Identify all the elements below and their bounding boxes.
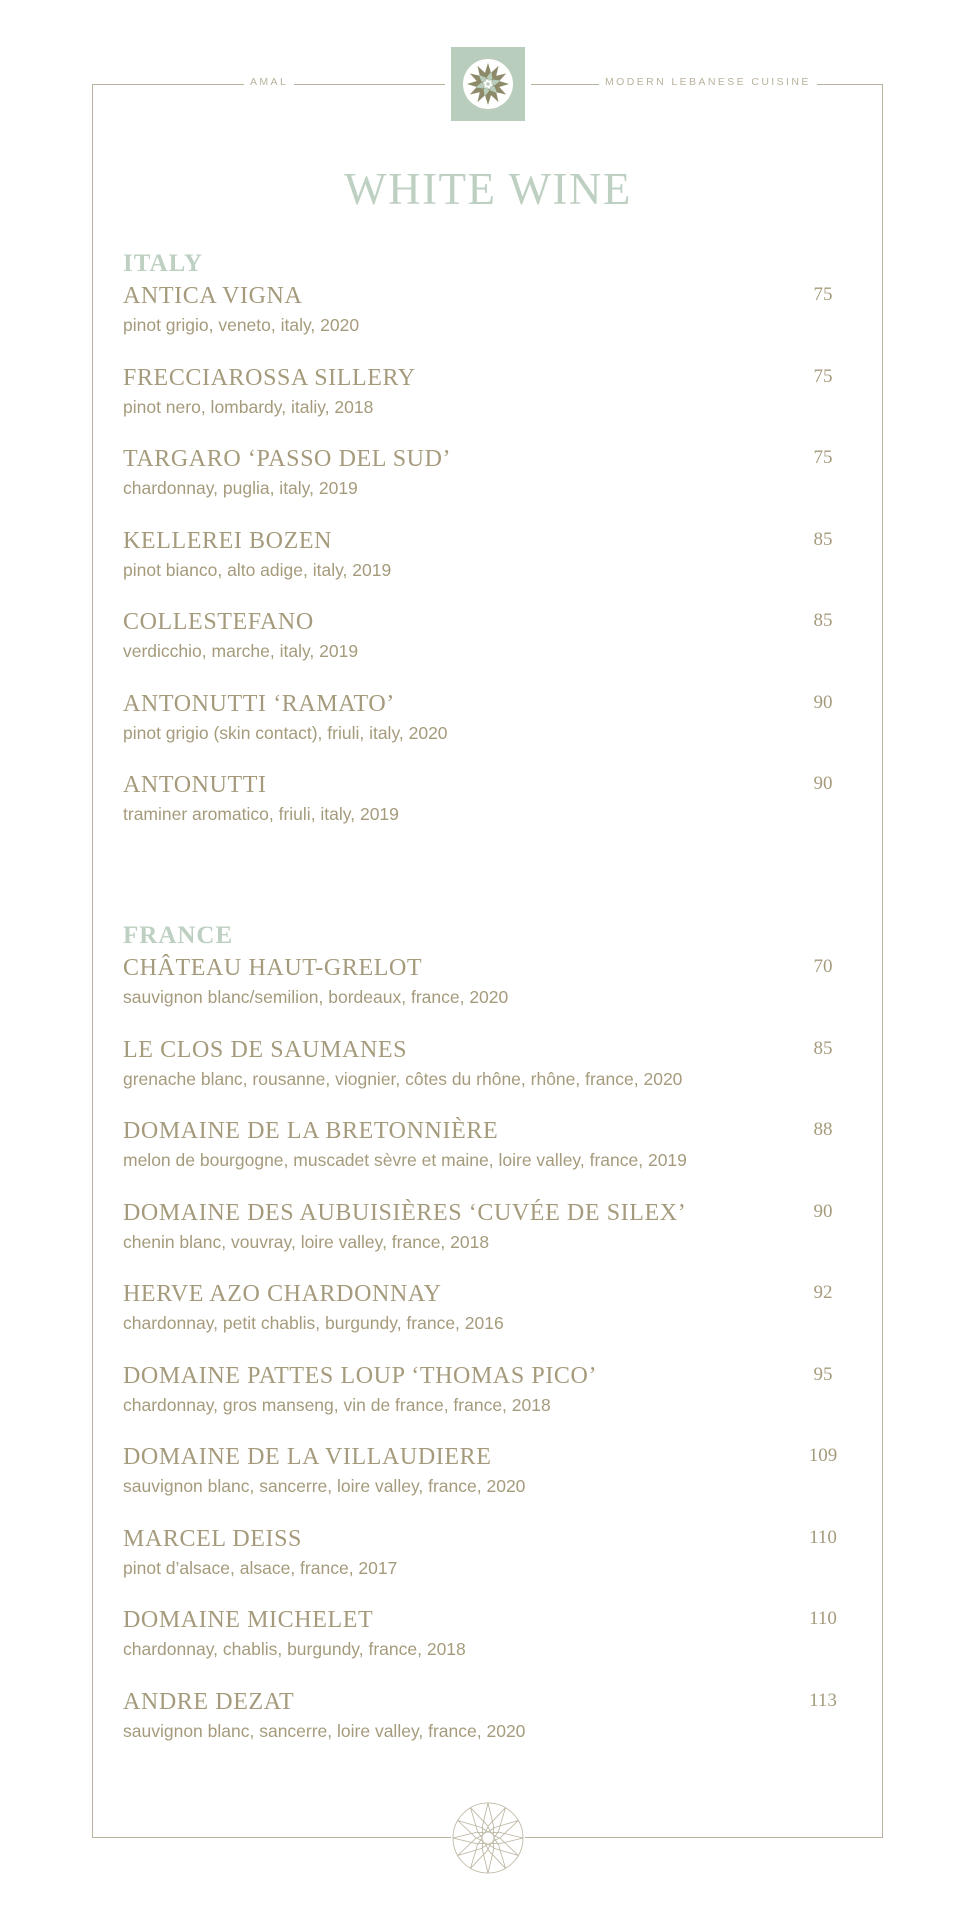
wine-list bbox=[123, 954, 853, 1769]
wine-price: 85 bbox=[813, 610, 833, 631]
wine-item bbox=[123, 1688, 853, 1770]
wine-name: KELLEREI BOZEN bbox=[123, 527, 333, 554]
wine-price: 90 bbox=[813, 691, 833, 713]
wine-name: DOMAINE DES AUBUISIÈRES ‘CUVÉE DE SILEX’ bbox=[123, 1199, 687, 1226]
wine-name: DOMAINE DE LA BRETONNIÈRE bbox=[123, 1118, 499, 1144]
wine-price: 90 bbox=[813, 1200, 833, 1222]
wine-description: pinot nero, lombardy, italiy, 2018 bbox=[123, 396, 374, 417]
wine-name: ANTICA VIGNA bbox=[123, 283, 303, 309]
wine-name: MARCEL DEISS bbox=[123, 1525, 302, 1552]
wine-name: DOMAINE DE LA VILLAUDIERE bbox=[123, 1444, 492, 1470]
wine-description: pinot bianco, alto adige, italy, 2019 bbox=[123, 559, 392, 580]
wine-item bbox=[123, 771, 853, 853]
wine-item bbox=[123, 608, 853, 690]
wine-description: chardonnay, petit chablis, burgundy, france, 2016 bbox=[123, 1313, 504, 1333]
wine-name: ANDRE DEZAT bbox=[123, 1688, 295, 1715]
wine-name: ANTONUTTI bbox=[123, 772, 267, 798]
wine-item bbox=[123, 1117, 853, 1199]
region-title: FRANCE bbox=[123, 922, 234, 949]
wine-description: pinot d’alsace, alsace, france, 2017 bbox=[123, 1557, 398, 1578]
wine-item bbox=[123, 1525, 853, 1607]
wine-name: FRECCIAROSSA SILLERY bbox=[123, 364, 416, 391]
section-france bbox=[123, 918, 853, 1769]
wine-description: chenin blanc, vouvray, loire valley, france, 2018 bbox=[123, 1231, 490, 1252]
wine-price: 75 bbox=[813, 447, 833, 468]
wine-description: verdicchio, marche, italy, 2019 bbox=[123, 641, 359, 661]
wine-price: 110 bbox=[809, 1608, 837, 1629]
wine-name: CHÂTEAU HAUT-GRELOT bbox=[123, 955, 423, 981]
wine-price: 90 bbox=[813, 773, 833, 794]
wine-description: grenache blanc, rousanne, viognier, côtes du rhône, rhône, france, 2020 bbox=[123, 1068, 683, 1089]
wine-item bbox=[123, 527, 853, 609]
wine-price: 85 bbox=[813, 528, 833, 550]
wine-description: chardonnay, gros manseng, vin de france, france, 2018 bbox=[123, 1394, 551, 1415]
page-title: WHITE WINE bbox=[344, 164, 632, 214]
region-title: ITALY bbox=[123, 250, 204, 277]
wine-item bbox=[123, 1280, 853, 1362]
wine-price: 75 bbox=[813, 365, 833, 387]
wine-price: 88 bbox=[813, 1119, 833, 1140]
restaurant-tagline: MODERN LEBANESE CUISINE bbox=[599, 76, 817, 88]
wine-name: DOMAINE PATTES LOUP ‘THOMAS PICO’ bbox=[123, 1362, 598, 1389]
wine-list bbox=[123, 282, 853, 853]
wine-name: DOMAINE MICHELET bbox=[123, 1607, 374, 1633]
wine-price: 92 bbox=[813, 1282, 833, 1303]
wine-description: sauvignon blanc, sancerre, loire valley, france, 2020 bbox=[123, 1720, 526, 1741]
star-rosette-logo-icon bbox=[451, 47, 525, 121]
wine-item bbox=[123, 690, 853, 772]
wine-price: 75 bbox=[813, 284, 833, 305]
wine-description: chardonnay, chablis, burgundy, france, 2018 bbox=[123, 1639, 466, 1659]
wine-item bbox=[123, 1362, 853, 1444]
wine-item bbox=[123, 1606, 853, 1688]
wine-item bbox=[123, 445, 853, 527]
wine-price: 70 bbox=[813, 956, 833, 977]
wine-description: traminer aromatico, friuli, italy, 2019 bbox=[123, 804, 399, 824]
wine-price: 95 bbox=[813, 1363, 833, 1385]
wine-description: pinot grigio (skin contact), friuli, italy, 2020 bbox=[123, 722, 448, 743]
restaurant-name: AMAL bbox=[244, 76, 294, 88]
wine-item bbox=[123, 954, 853, 1036]
wine-item bbox=[123, 1443, 853, 1525]
wine-item bbox=[123, 1199, 853, 1281]
wine-item bbox=[123, 1036, 853, 1118]
wine-name: COLLESTEFANO bbox=[123, 609, 314, 635]
wine-item bbox=[123, 282, 853, 364]
wine-price: 85 bbox=[813, 1037, 833, 1059]
wine-description: pinot grigio, veneto, italy, 2020 bbox=[123, 315, 360, 335]
wine-name: LE CLOS DE SAUMANES bbox=[123, 1036, 408, 1063]
wine-name: TARGARO ‘PASSO DEL SUD’ bbox=[123, 446, 452, 472]
wine-name: ANTONUTTI ‘RAMATO’ bbox=[123, 690, 395, 717]
wine-description: melon de bourgogne, muscadet sèvre et maine, loire valley, france, 2019 bbox=[123, 1150, 687, 1170]
section-italy bbox=[123, 246, 853, 853]
wine-name: HERVE AZO CHARDONNAY bbox=[123, 1281, 442, 1307]
compass-star-emblem-icon bbox=[451, 1801, 525, 1875]
wine-item bbox=[123, 364, 853, 446]
wine-description: sauvignon blanc, sancerre, loire valley, france, 2020 bbox=[123, 1476, 526, 1496]
wine-price: 113 bbox=[809, 1689, 837, 1711]
wine-price: 109 bbox=[808, 1445, 838, 1466]
wine-price: 110 bbox=[809, 1526, 837, 1548]
wine-description: chardonnay, puglia, italy, 2019 bbox=[123, 478, 358, 498]
wine-description: sauvignon blanc/semilion, bordeaux, france, 2020 bbox=[123, 987, 509, 1007]
